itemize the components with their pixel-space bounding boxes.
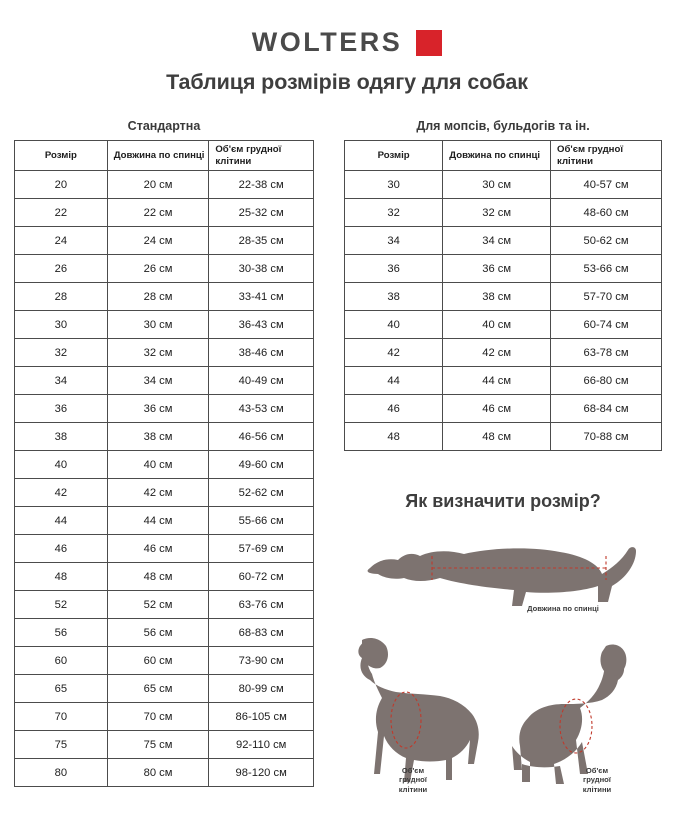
cell-back-length: 32 см [443,199,551,227]
table-row [15,311,314,339]
cell-chest: 60-72 см [209,563,314,591]
cell-chest: 70-88 см [551,423,662,451]
label-chest-1-line-2: грудної [399,775,427,785]
cell-chest: 50-62 см [551,227,662,255]
table-row [15,479,314,507]
table-header-row [345,141,662,171]
label-chest-2-line-1: Об'єм [585,766,609,775]
cell-back-length: 44 см [443,367,551,395]
cell-chest: 68-84 см [551,395,662,423]
cell-size: 65 [15,675,108,703]
cell-size: 46 [345,395,443,423]
cell-chest: 28-35 см [209,227,314,255]
cell-size: 30 [345,171,443,199]
label-chest-1-line-1: Об'єм [401,766,425,775]
table-row [15,395,314,423]
bulldog-silhouette [512,644,626,784]
cell-back-length: 40 см [443,311,551,339]
cell-back-length: 36 см [107,395,209,423]
table-row [345,227,662,255]
table-row [15,619,314,647]
cell-size: 28 [15,283,108,311]
table-row [15,255,314,283]
cell-size: 36 [345,255,443,283]
cell-back-length: 48 см [443,423,551,451]
cell-chest: 30-38 см [209,255,314,283]
cell-back-length: 46 см [107,535,209,563]
cell-back-length: 75 см [107,731,209,759]
cell-chest: 57-70 см [551,283,662,311]
cell-size: 42 [345,339,443,367]
cell-back-length: 52 см [107,591,209,619]
right-column [340,119,666,836]
brand-header [0,27,694,58]
table-row [15,339,314,367]
cell-size: 38 [15,423,108,451]
table-row [345,339,662,367]
special-size-table [344,140,662,451]
table-row [345,395,662,423]
cell-chest: 68-83 см [209,619,314,647]
cell-size: 20 [15,171,108,199]
cell-size: 46 [15,535,108,563]
table-row [15,367,314,395]
table-row [345,423,662,451]
cell-back-length: 40 см [107,451,209,479]
table-row [15,451,314,479]
cell-size: 80 [15,759,108,787]
cell-chest: 63-78 см [551,339,662,367]
column-header-chest: Об'єм грудної клітини [209,141,314,171]
cell-size: 56 [15,619,108,647]
column-header-back-length: Довжина по спинці [107,141,209,171]
label-back-length: Довжина по спинці [527,604,599,613]
cell-size: 32 [15,339,108,367]
cell-size: 24 [15,227,108,255]
cell-back-length: 28 см [107,283,209,311]
table-row [15,171,314,199]
cell-size: 48 [345,423,443,451]
cell-chest: 40-49 см [209,367,314,395]
cell-chest: 52-62 см [209,479,314,507]
standard-table-body [15,171,314,787]
cell-size: 70 [15,703,108,731]
table-row [15,703,314,731]
label-chest-2-line-2: грудної [583,775,611,785]
howto-figures [340,516,666,836]
cell-size: 34 [345,227,443,255]
cell-size: 40 [345,311,443,339]
special-table-caption: Для мопсів, бульдогів та ін. [416,119,590,133]
cell-back-length: 46 см [443,395,551,423]
cell-back-length: 60 см [107,647,209,675]
label-chest-1 [378,766,448,794]
brand-name: WOLTERS [251,27,403,57]
cell-back-length: 34 см [443,227,551,255]
cell-size: 22 [15,199,108,227]
special-table-body [345,171,662,451]
lying-dog-silhouette [368,547,636,606]
table-row [345,311,662,339]
cell-back-length: 65 см [107,675,209,703]
cell-chest: 40-57 см [551,171,662,199]
cell-size: 40 [15,451,108,479]
figure-lying-dog [340,516,666,634]
cell-size: 48 [15,563,108,591]
cell-chest: 53-66 см [551,255,662,283]
column-header-size: Розмір [345,141,443,171]
table-row [15,647,314,675]
cell-back-length: 48 см [107,563,209,591]
brand-square-icon [416,30,442,56]
cell-chest: 55-66 см [209,507,314,535]
cell-size: 75 [15,731,108,759]
cell-back-length: 22 см [107,199,209,227]
tables-section [0,119,694,836]
cell-chest: 60-74 см [551,311,662,339]
cell-back-length: 38 см [443,283,551,311]
standard-size-table [14,140,314,787]
cell-chest: 46-56 см [209,423,314,451]
table-row [345,255,662,283]
cell-back-length: 24 см [107,227,209,255]
cell-size: 34 [15,367,108,395]
page-title: Таблиця розмірів одягу для собак [166,70,528,94]
cell-chest: 38-46 см [209,339,314,367]
table-row [15,759,314,787]
label-chest-2-line-3: клітини [582,784,612,794]
table-row [15,507,314,535]
cell-back-length: 30 см [107,311,209,339]
cell-back-length: 80 см [107,759,209,787]
cell-back-length: 38 см [107,423,209,451]
table-row [345,283,662,311]
cell-size: 30 [15,311,108,339]
cell-back-length: 26 см [107,255,209,283]
table-row [15,563,314,591]
cell-back-length: 20 см [107,171,209,199]
table-row [15,535,314,563]
standard-table-caption: Стандартна [127,119,201,133]
howto-title: Як визначити розмір? [405,491,601,511]
table-row [345,199,662,227]
cell-back-length: 70 см [107,703,209,731]
column-header-size: Розмір [15,141,108,171]
table-row [15,675,314,703]
cell-size: 60 [15,647,108,675]
table-row [15,199,314,227]
table-row [345,171,662,199]
standard-table-column [14,119,314,836]
cell-size: 26 [15,255,108,283]
cell-size: 42 [15,479,108,507]
cell-size: 32 [345,199,443,227]
table-row [15,283,314,311]
cell-chest: 73-90 см [209,647,314,675]
cell-chest: 63-76 см [209,591,314,619]
cell-chest: 25-32 см [209,199,314,227]
cell-size: 36 [15,395,108,423]
cell-chest: 49-60 см [209,451,314,479]
table-row [15,227,314,255]
cell-chest: 80-99 см [209,675,314,703]
cell-back-length: 34 см [107,367,209,395]
cell-size: 44 [345,367,443,395]
cell-chest: 98-120 см [209,759,314,787]
cell-chest: 57-69 см [209,535,314,563]
cell-chest: 36-43 см [209,311,314,339]
cell-back-length: 30 см [443,171,551,199]
cell-chest: 22-38 см [209,171,314,199]
cell-back-length: 36 см [443,255,551,283]
label-chest-1-line-3: клітини [398,784,428,794]
standing-dog-silhouette [358,638,478,785]
cell-size: 44 [15,507,108,535]
cell-size: 38 [345,283,443,311]
cell-back-length: 56 см [107,619,209,647]
cell-back-length: 42 см [107,479,209,507]
table-row [15,423,314,451]
column-header-back-length: Довжина по спинці [443,141,551,171]
cell-back-length: 32 см [107,339,209,367]
table-row [345,367,662,395]
cell-size: 52 [15,591,108,619]
cell-chest: 43-53 см [209,395,314,423]
cell-chest: 48-60 см [551,199,662,227]
table-header-row [15,141,314,171]
table-row [15,731,314,759]
column-header-chest: Об'єм грудної клітини [551,141,662,171]
cell-chest: 86-105 см [209,703,314,731]
cell-back-length: 42 см [443,339,551,367]
cell-chest: 92-110 см [209,731,314,759]
cell-chest: 33-41 см [209,283,314,311]
cell-chest: 66-80 см [551,367,662,395]
cell-back-length: 44 см [107,507,209,535]
table-row [15,591,314,619]
label-chest-2 [562,766,632,794]
